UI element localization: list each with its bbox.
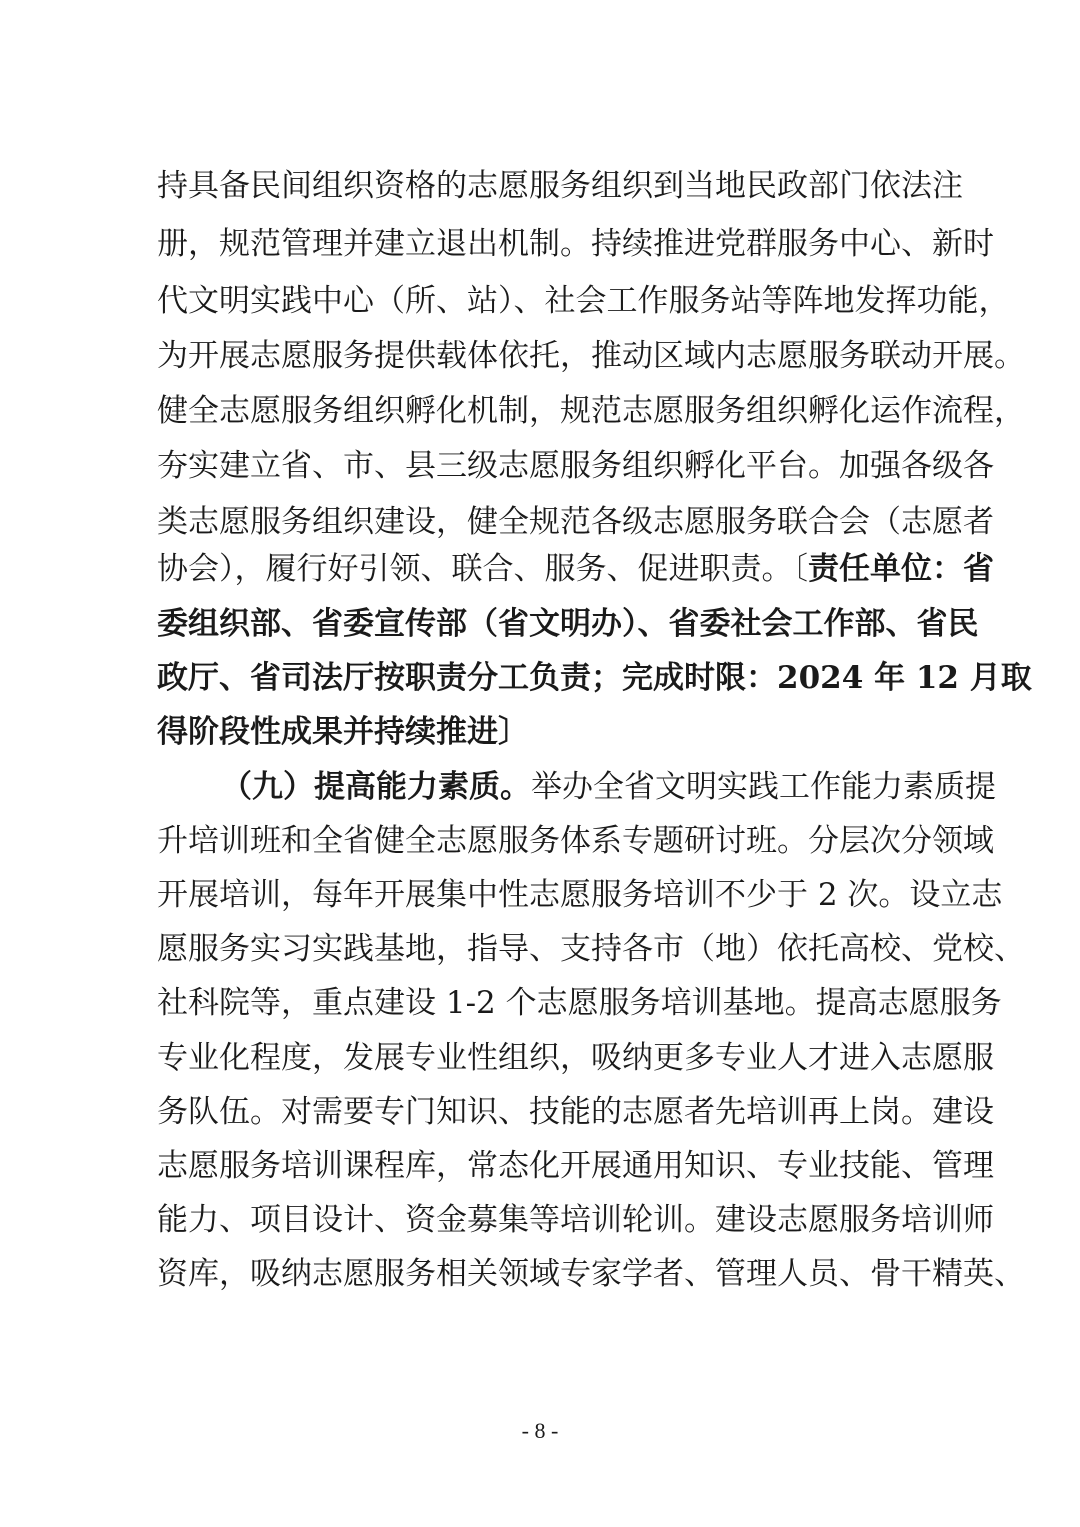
body-text-line: 资库，吸纳志愿服务相关领域专家学者、管理人员、骨干精英、	[157, 1256, 1025, 1292]
body-text-line: 能力、项目设计、资金募集等培训轮训。建设志愿服务培训师	[157, 1202, 994, 1238]
body-text-line: 夯实建立省、市、县三级志愿服务组织孵化平台。加强各级各	[157, 448, 994, 484]
body-text-line: 为开展志愿服务提供载体依托，推动区域内志愿服务联动开展。	[157, 338, 1025, 374]
responsibility-text-line: 政厅、省司法厅按职责分工负责；完成时限：2024 年 12 月取	[157, 660, 1032, 696]
section-heading-line	[221, 758, 996, 816]
line-text-bold: 省	[963, 551, 994, 587]
body-text-line: 务队伍。对需要专门知识、技能的志愿者先培训再上岗。建设	[157, 1094, 994, 1130]
body-text-line: 愿服务实习实践基地，指导、支持各市（地）依托高校、党校、	[157, 931, 1025, 967]
line-text: 举办全省文明实践工作能力素质提	[531, 769, 996, 805]
body-text-line: 册，规范管理并建立退出机制。持续推进党群服务中心、新时	[157, 226, 994, 262]
responsibility-text-line: 得阶段性成果并持续推进〕	[157, 714, 529, 750]
body-text-line: 社科院等，重点建设 1-2 个志愿服务培训基地。提高志愿服务	[157, 985, 1002, 1021]
body-text-line: 代文明实践中心（所、站）、社会工作服务站等阵地发挥功能，	[157, 283, 1010, 319]
responsibility-text-line: 委组织部、省委宣传部（省文明办）、省委社会工作部、省民	[157, 606, 979, 642]
responsibility-label: 责任单位：	[808, 551, 963, 587]
body-text-line	[157, 540, 994, 598]
body-text-line: 志愿服务培训课程库，常态化开展通用知识、专业技能、管理	[157, 1148, 994, 1184]
body-text-line: 健全志愿服务组织孵化机制，规范志愿服务组织孵化运作流程，	[157, 393, 1025, 429]
body-text-line: 专业化程度，发展专业性组织，吸纳更多专业人才进入志愿服	[157, 1040, 994, 1076]
body-text-line: 升培训班和全省健全志愿服务体系专题研讨班。分层次分领域	[157, 823, 994, 859]
body-text-line: 持具备民间组织资格的志愿服务组织到当地民政部门依法注	[157, 168, 963, 204]
body-text-line: 开展培训，每年开展集中性志愿服务培训不少于 2 次。设立志	[157, 877, 1003, 913]
line-text: 协会），履行好引领、联合、服务、促进职责。〔	[157, 551, 808, 587]
page-number: - 8 -	[521, 1418, 559, 1443]
body-text-line: 类志愿服务组织建设，健全规范各级志愿服务联合会（志愿者	[157, 504, 994, 540]
section-heading: （九）提高能力素质。	[221, 769, 531, 805]
